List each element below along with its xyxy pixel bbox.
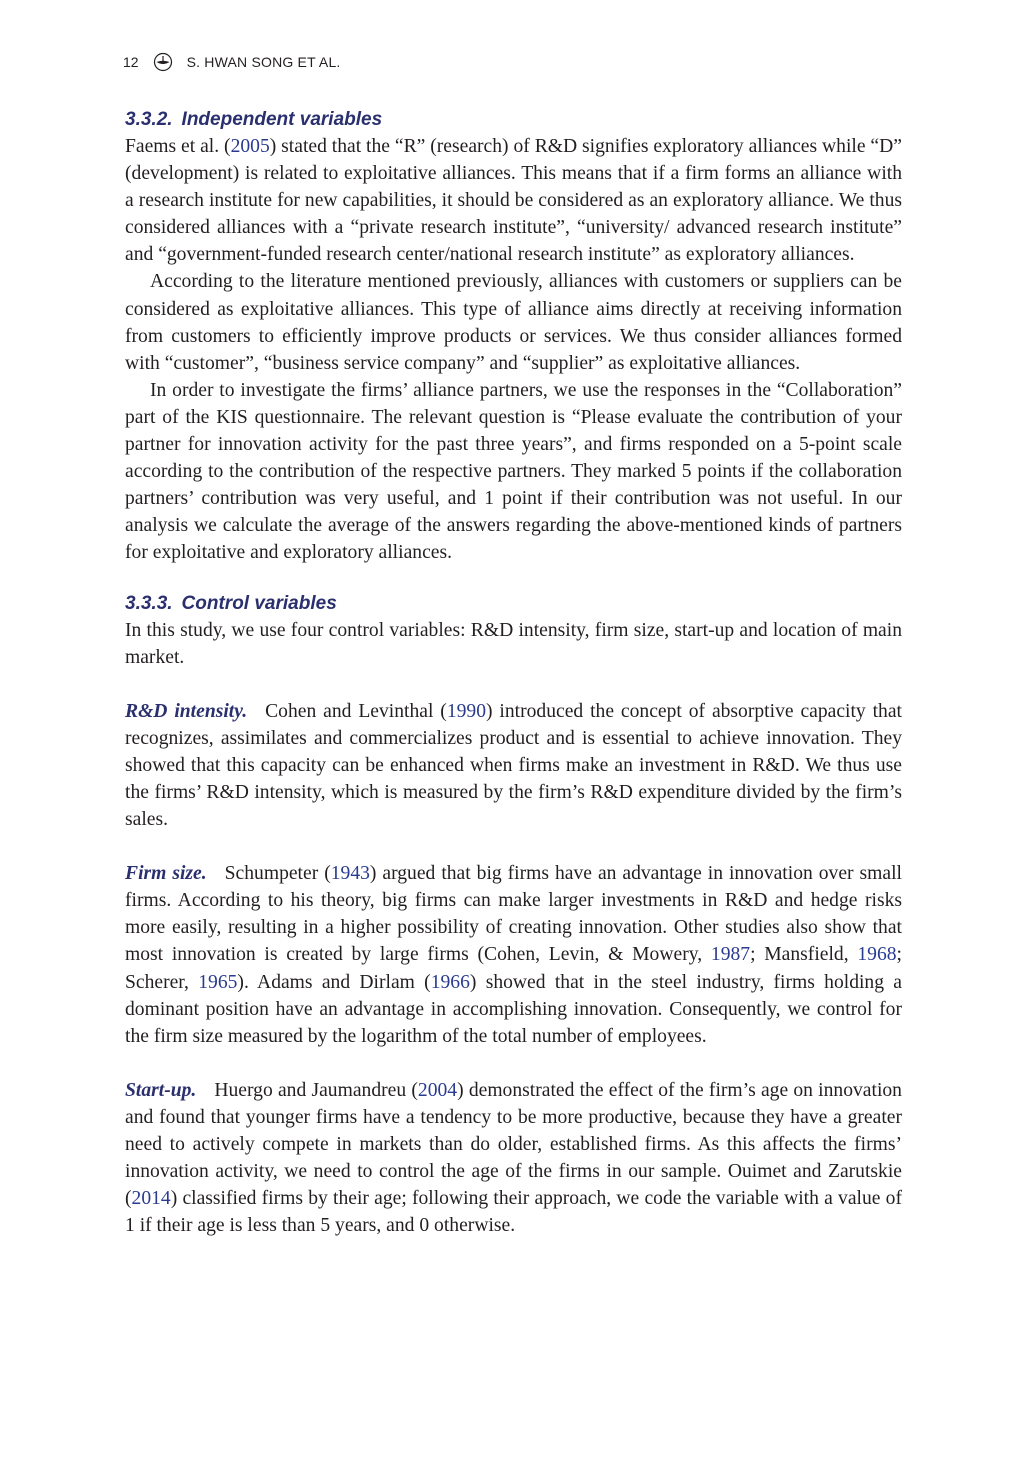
paragraph-independent-3: In order to investigate the firms’ alliance partners, we use the responses in the “Collaboration” part of the KIS questionnaire. The relevant question is “Please evaluate the contribution of your partner for innovation activity for the past three years”, and firms responded on a 5-point scale according to the contribution of the respective partners. They marked 5 points if the collaboration partners’ contribution was very useful, and 1 point if their contribution was not useful. In our analysis we calculate the average of the answers regarding the above-mentioned kinds of partners for exploitative and exploratory alliances. [125,379,902,564]
citation-link[interactable]: 2005 [230,136,270,157]
citation-link[interactable]: 1943 [330,863,370,885]
paragraph-independent-1: Faems et al. (2005) stated that the “R” (research) of R&D signifies exploratory alliances while “D” (development) is related to exploitative alliances. This means that if a firm forms an alliance with a research institute for new capabilities, it should be considered as an exploratory alliance. We thus considered alliances with a “private research institute”, “university/ advanced research institute” and “government-funded research center/national research institute” as exploratory alliances. [125,136,902,266]
runin-heading: R&D intensity. [125,700,248,722]
publisher-logo-icon [153,52,173,72]
section-heading-control-variables: 3.3.3. Control variables [125,592,337,614]
runin-heading: Firm size. [125,863,207,885]
paragraph-firm-size: Firm size. Schumpeter (1943) argued that big firms have an advantage in innovation over small firms. According to his theory, big firms can make larger investments in R&D and hedge risks more easily, resulting in a higher possibility of creating innovation. Other studies also show that most innovation is created by large firms (Cohen, Levin, & Mowery, 1987; Mansfield, 1968; Scherer, 1965). Adams and Dirlam (1966) showed that in the steel industry, firms holding a dominant position have an advantage in accomplishing innovation. Consequently, we control for the firm size measured by the logarithm of the total number of employees. [125,863,903,1047]
page-number: 12 [123,54,139,70]
paragraph-start-up: Start-up. Huergo and Jaumandreu (2004) demonstrated the effect of the firm’s age on innovation and found that younger firms have a tendency to be more productive, because they have a greater need to actively compete in markets than do older, established firms. As this affects the firms’ innovation activity, we need to control the age of the firms in our sample. Ouimet and Zarutskie (2014) classified firms by their age; following their approach, we code the variable with a value of 1 if their age is less than 5 years, and 0 otherwise. [125,1079,902,1237]
paragraph-rd-intensity: R&D intensity. Cohen and Levinthal (1990) introduced the concept of absorptive capacity that recognizes, assimilates and commercializes product and is essential to achieve innovation. They showed that this capacity can be enhanced when firms make an investment in R&D. We thus use the firms’ R&D intensity, which is measured by the firm’s R&D expenditure divided by the firm’s sales. [125,700,902,831]
paragraph-independent-2: According to the literature mentioned previously, alliances with customers or suppliers can be considered as exploitative alliances. This type of alliance aims directly at receiving information from customers to efficiently improve products or services. We thus consider alliances formed with “customer”, “business service company” and “supplier” as exploitative alliances. [125,271,902,374]
citation-link[interactable]: 2014 [131,1188,171,1210]
paragraph-control-intro: In this study, we use four control variables: R&D intensity, firm size, start-up and location of main market. [125,619,902,668]
page [125,50,902,1239]
citation-link[interactable]: 1968 [857,944,897,966]
citation-link[interactable]: 1987 [710,944,751,966]
citation-link[interactable]: 1990 [446,700,487,722]
running-head-authors: S. HWAN SONG ET AL. [186,54,341,70]
runin-heading: Start-up. [125,1079,197,1101]
section-heading-independent-variables: 3.3.2. Independent variables [125,109,383,130]
citation-link[interactable]: 1966 [430,971,470,993]
citation-link[interactable]: 1965 [198,971,238,993]
running-head [125,50,902,74]
citation-link[interactable]: 2004 [417,1079,458,1101]
